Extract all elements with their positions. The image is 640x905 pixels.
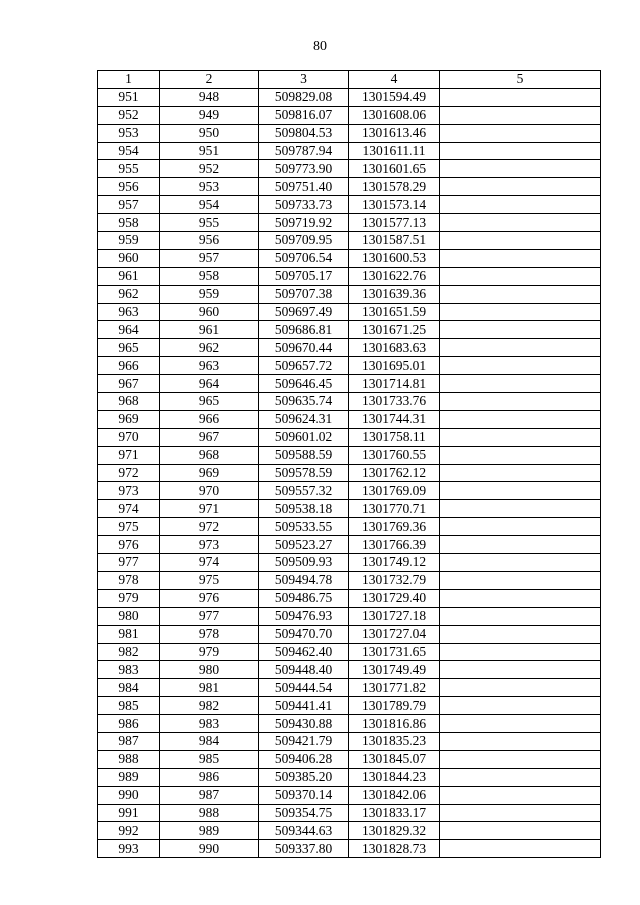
source-number-cell: 966 — [160, 410, 259, 428]
y-coordinate-cell: 1301842.06 — [349, 786, 440, 804]
note-cell — [440, 410, 601, 428]
source-number-cell: 963 — [160, 357, 259, 375]
note-cell — [440, 518, 601, 536]
x-coordinate-cell: 509773.90 — [259, 160, 349, 178]
x-coordinate-cell: 509533.55 — [259, 518, 349, 536]
note-cell — [440, 750, 601, 768]
point-number-cell: 988 — [98, 750, 160, 768]
source-number-cell: 952 — [160, 160, 259, 178]
x-coordinate-cell: 509601.02 — [259, 428, 349, 446]
source-number-cell: 982 — [160, 697, 259, 715]
source-number-cell: 978 — [160, 625, 259, 643]
x-coordinate-cell: 509670.44 — [259, 339, 349, 357]
y-coordinate-cell: 1301770.71 — [349, 500, 440, 518]
table-row — [98, 196, 601, 214]
table-row — [98, 822, 601, 840]
y-coordinate-cell: 1301731.65 — [349, 643, 440, 661]
point-number-cell: 973 — [98, 482, 160, 500]
note-cell — [440, 715, 601, 733]
table-row — [98, 661, 601, 679]
table-row — [98, 142, 601, 160]
y-coordinate-cell: 1301829.32 — [349, 822, 440, 840]
x-coordinate-cell: 509406.28 — [259, 750, 349, 768]
x-coordinate-cell: 509486.75 — [259, 589, 349, 607]
point-number-cell: 978 — [98, 571, 160, 589]
y-coordinate-cell: 1301613.46 — [349, 124, 440, 142]
x-coordinate-cell: 509370.14 — [259, 786, 349, 804]
source-number-cell: 988 — [160, 804, 259, 822]
x-coordinate-cell: 509578.59 — [259, 464, 349, 482]
y-coordinate-cell: 1301732.79 — [349, 571, 440, 589]
point-number-cell: 986 — [98, 715, 160, 733]
x-coordinate-cell: 509705.17 — [259, 267, 349, 285]
source-number-cell: 949 — [160, 106, 259, 124]
table-row — [98, 106, 601, 124]
table-row — [98, 428, 601, 446]
note-cell — [440, 142, 601, 160]
note-cell — [440, 88, 601, 106]
table-row — [98, 679, 601, 697]
x-coordinate-cell: 509751.40 — [259, 178, 349, 196]
source-number-cell: 975 — [160, 571, 259, 589]
source-number-cell: 964 — [160, 375, 259, 393]
table-row — [98, 124, 601, 142]
point-number-cell: 993 — [98, 840, 160, 858]
page-number: 80 — [313, 39, 327, 54]
x-coordinate-cell: 509448.40 — [259, 661, 349, 679]
source-number-cell: 987 — [160, 786, 259, 804]
table-row — [98, 643, 601, 661]
y-coordinate-cell: 1301835.23 — [349, 732, 440, 750]
x-coordinate-cell: 509624.31 — [259, 410, 349, 428]
column-header-4: 4 — [349, 71, 440, 89]
y-coordinate-cell: 1301769.36 — [349, 518, 440, 536]
note-cell — [440, 393, 601, 411]
x-coordinate-cell: 509829.08 — [259, 88, 349, 106]
table-row — [98, 804, 601, 822]
y-coordinate-cell: 1301600.53 — [349, 249, 440, 267]
source-number-cell: 967 — [160, 428, 259, 446]
point-number-cell: 991 — [98, 804, 160, 822]
note-cell — [440, 232, 601, 250]
x-coordinate-cell: 509462.40 — [259, 643, 349, 661]
note-cell — [440, 357, 601, 375]
note-cell — [440, 571, 601, 589]
y-coordinate-cell: 1301833.17 — [349, 804, 440, 822]
table-row — [98, 571, 601, 589]
table-row — [98, 88, 601, 106]
note-cell — [440, 786, 601, 804]
point-number-cell: 965 — [98, 339, 160, 357]
header-row — [98, 71, 601, 89]
note-cell — [440, 732, 601, 750]
source-number-cell: 990 — [160, 840, 259, 858]
point-number-cell: 964 — [98, 321, 160, 339]
note-cell — [440, 679, 601, 697]
point-number-cell: 962 — [98, 285, 160, 303]
y-coordinate-cell: 1301760.55 — [349, 446, 440, 464]
x-coordinate-cell: 509707.38 — [259, 285, 349, 303]
source-number-cell: 974 — [160, 554, 259, 572]
x-coordinate-cell: 509557.32 — [259, 482, 349, 500]
point-number-cell: 979 — [98, 589, 160, 607]
note-cell — [440, 500, 601, 518]
table-row — [98, 303, 601, 321]
table-row — [98, 339, 601, 357]
y-coordinate-cell: 1301744.31 — [349, 410, 440, 428]
source-number-cell: 971 — [160, 500, 259, 518]
point-number-cell: 951 — [98, 88, 160, 106]
note-cell — [440, 249, 601, 267]
table-row — [98, 393, 601, 411]
note-cell — [440, 589, 601, 607]
table-row — [98, 607, 601, 625]
x-coordinate-cell: 509430.88 — [259, 715, 349, 733]
table-row — [98, 446, 601, 464]
table-row — [98, 715, 601, 733]
x-coordinate-cell: 509421.79 — [259, 732, 349, 750]
point-number-cell: 956 — [98, 178, 160, 196]
source-number-cell: 989 — [160, 822, 259, 840]
y-coordinate-cell: 1301622.76 — [349, 267, 440, 285]
source-number-cell: 948 — [160, 88, 259, 106]
table-row — [98, 285, 601, 303]
source-number-cell: 953 — [160, 178, 259, 196]
y-coordinate-cell: 1301608.06 — [349, 106, 440, 124]
y-coordinate-cell: 1301845.07 — [349, 750, 440, 768]
point-number-cell: 966 — [98, 357, 160, 375]
note-cell — [440, 804, 601, 822]
point-number-cell: 990 — [98, 786, 160, 804]
y-coordinate-cell: 1301578.29 — [349, 178, 440, 196]
source-number-cell: 958 — [160, 267, 259, 285]
table-row — [98, 500, 601, 518]
y-coordinate-cell: 1301733.76 — [349, 393, 440, 411]
y-coordinate-cell: 1301749.12 — [349, 554, 440, 572]
y-coordinate-cell: 1301727.18 — [349, 607, 440, 625]
y-coordinate-cell: 1301594.49 — [349, 88, 440, 106]
point-number-cell: 975 — [98, 518, 160, 536]
note-cell — [440, 554, 601, 572]
table-row — [98, 357, 601, 375]
note-cell — [440, 536, 601, 554]
point-number-cell: 989 — [98, 768, 160, 786]
note-cell — [440, 106, 601, 124]
note-cell — [440, 178, 601, 196]
x-coordinate-cell: 509706.54 — [259, 249, 349, 267]
x-coordinate-cell: 509635.74 — [259, 393, 349, 411]
note-cell — [440, 124, 601, 142]
table-body — [98, 88, 601, 857]
x-coordinate-cell: 509476.93 — [259, 607, 349, 625]
table-row — [98, 518, 601, 536]
table-header — [98, 71, 601, 89]
y-coordinate-cell: 1301771.82 — [349, 679, 440, 697]
x-coordinate-cell: 509588.59 — [259, 446, 349, 464]
y-coordinate-cell: 1301639.36 — [349, 285, 440, 303]
y-coordinate-cell: 1301729.40 — [349, 589, 440, 607]
source-number-cell: 983 — [160, 715, 259, 733]
table-row — [98, 697, 601, 715]
note-cell — [440, 214, 601, 232]
source-number-cell: 981 — [160, 679, 259, 697]
table-row — [98, 321, 601, 339]
table-row — [98, 482, 601, 500]
point-number-cell: 963 — [98, 303, 160, 321]
table-row — [98, 840, 601, 858]
note-cell — [440, 464, 601, 482]
point-number-cell: 982 — [98, 643, 160, 661]
x-coordinate-cell: 509733.73 — [259, 196, 349, 214]
source-number-cell: 984 — [160, 732, 259, 750]
y-coordinate-cell: 1301762.12 — [349, 464, 440, 482]
table-row — [98, 214, 601, 232]
note-cell — [440, 446, 601, 464]
source-number-cell: 969 — [160, 464, 259, 482]
column-header-3: 3 — [259, 71, 349, 89]
source-number-cell: 961 — [160, 321, 259, 339]
source-number-cell: 959 — [160, 285, 259, 303]
table-row — [98, 178, 601, 196]
point-number-cell: 992 — [98, 822, 160, 840]
point-number-cell: 985 — [98, 697, 160, 715]
source-number-cell: 970 — [160, 482, 259, 500]
point-number-cell: 960 — [98, 249, 160, 267]
point-number-cell: 958 — [98, 214, 160, 232]
coordinates-table — [97, 70, 601, 858]
point-number-cell: 977 — [98, 554, 160, 572]
point-number-cell: 987 — [98, 732, 160, 750]
source-number-cell: 950 — [160, 124, 259, 142]
x-coordinate-cell: 509444.54 — [259, 679, 349, 697]
point-number-cell: 972 — [98, 464, 160, 482]
y-coordinate-cell: 1301714.81 — [349, 375, 440, 393]
column-header-1: 1 — [98, 71, 160, 89]
source-number-cell: 960 — [160, 303, 259, 321]
point-number-cell: 974 — [98, 500, 160, 518]
source-number-cell: 973 — [160, 536, 259, 554]
table-row — [98, 267, 601, 285]
source-number-cell: 976 — [160, 589, 259, 607]
y-coordinate-cell: 1301695.01 — [349, 357, 440, 375]
point-number-cell: 980 — [98, 607, 160, 625]
source-number-cell: 979 — [160, 643, 259, 661]
source-number-cell: 980 — [160, 661, 259, 679]
x-coordinate-cell: 509697.49 — [259, 303, 349, 321]
note-cell — [440, 661, 601, 679]
table-row — [98, 410, 601, 428]
x-coordinate-cell: 509709.95 — [259, 232, 349, 250]
y-coordinate-cell: 1301573.14 — [349, 196, 440, 214]
y-coordinate-cell: 1301816.86 — [349, 715, 440, 733]
column-header-5: 5 — [440, 71, 601, 89]
x-coordinate-cell: 509686.81 — [259, 321, 349, 339]
point-number-cell: 954 — [98, 142, 160, 160]
table-row — [98, 536, 601, 554]
note-cell — [440, 321, 601, 339]
table-row — [98, 768, 601, 786]
y-coordinate-cell: 1301828.73 — [349, 840, 440, 858]
note-cell — [440, 285, 601, 303]
source-number-cell: 972 — [160, 518, 259, 536]
source-number-cell: 956 — [160, 232, 259, 250]
y-coordinate-cell: 1301769.09 — [349, 482, 440, 500]
x-coordinate-cell: 509354.75 — [259, 804, 349, 822]
source-number-cell: 951 — [160, 142, 259, 160]
table-row — [98, 786, 601, 804]
source-number-cell: 968 — [160, 446, 259, 464]
y-coordinate-cell: 1301758.11 — [349, 428, 440, 446]
point-number-cell: 959 — [98, 232, 160, 250]
point-number-cell: 984 — [98, 679, 160, 697]
note-cell — [440, 428, 601, 446]
y-coordinate-cell: 1301749.49 — [349, 661, 440, 679]
source-number-cell: 955 — [160, 214, 259, 232]
x-coordinate-cell: 509494.78 — [259, 571, 349, 589]
x-coordinate-cell: 509538.18 — [259, 500, 349, 518]
y-coordinate-cell: 1301651.59 — [349, 303, 440, 321]
y-coordinate-cell: 1301671.25 — [349, 321, 440, 339]
table-row — [98, 750, 601, 768]
table-row — [98, 160, 601, 178]
x-coordinate-cell: 509470.70 — [259, 625, 349, 643]
note-cell — [440, 768, 601, 786]
point-number-cell: 969 — [98, 410, 160, 428]
source-number-cell: 985 — [160, 750, 259, 768]
point-number-cell: 955 — [98, 160, 160, 178]
point-number-cell: 983 — [98, 661, 160, 679]
note-cell — [440, 643, 601, 661]
x-coordinate-cell: 509657.72 — [259, 357, 349, 375]
source-number-cell: 962 — [160, 339, 259, 357]
note-cell — [440, 625, 601, 643]
y-coordinate-cell: 1301601.65 — [349, 160, 440, 178]
point-number-cell: 957 — [98, 196, 160, 214]
source-number-cell: 965 — [160, 393, 259, 411]
source-number-cell: 977 — [160, 607, 259, 625]
y-coordinate-cell: 1301844.23 — [349, 768, 440, 786]
point-number-cell: 967 — [98, 375, 160, 393]
note-cell — [440, 482, 601, 500]
x-coordinate-cell: 509646.45 — [259, 375, 349, 393]
point-number-cell: 953 — [98, 124, 160, 142]
point-number-cell: 952 — [98, 106, 160, 124]
table-row — [98, 249, 601, 267]
point-number-cell: 961 — [98, 267, 160, 285]
x-coordinate-cell: 509523.27 — [259, 536, 349, 554]
y-coordinate-cell: 1301683.63 — [349, 339, 440, 357]
y-coordinate-cell: 1301611.11 — [349, 142, 440, 160]
point-number-cell: 968 — [98, 393, 160, 411]
note-cell — [440, 607, 601, 625]
x-coordinate-cell: 509719.92 — [259, 214, 349, 232]
x-coordinate-cell: 509816.07 — [259, 106, 349, 124]
table-row — [98, 375, 601, 393]
source-number-cell: 986 — [160, 768, 259, 786]
note-cell — [440, 822, 601, 840]
column-header-2: 2 — [160, 71, 259, 89]
point-number-cell: 970 — [98, 428, 160, 446]
y-coordinate-cell: 1301766.39 — [349, 536, 440, 554]
x-coordinate-cell: 509344.63 — [259, 822, 349, 840]
note-cell — [440, 160, 601, 178]
point-number-cell: 976 — [98, 536, 160, 554]
table-row — [98, 732, 601, 750]
y-coordinate-cell: 1301727.04 — [349, 625, 440, 643]
table-row — [98, 464, 601, 482]
y-coordinate-cell: 1301577.13 — [349, 214, 440, 232]
y-coordinate-cell: 1301789.79 — [349, 697, 440, 715]
x-coordinate-cell: 509509.93 — [259, 554, 349, 572]
note-cell — [440, 697, 601, 715]
note-cell — [440, 196, 601, 214]
point-number-cell: 971 — [98, 446, 160, 464]
x-coordinate-cell: 509787.94 — [259, 142, 349, 160]
x-coordinate-cell: 509804.53 — [259, 124, 349, 142]
source-number-cell: 954 — [160, 196, 259, 214]
note-cell — [440, 840, 601, 858]
source-number-cell: 957 — [160, 249, 259, 267]
x-coordinate-cell: 509385.20 — [259, 768, 349, 786]
table-row — [98, 232, 601, 250]
x-coordinate-cell: 509441.41 — [259, 697, 349, 715]
y-coordinate-cell: 1301587.51 — [349, 232, 440, 250]
table-row — [98, 589, 601, 607]
note-cell — [440, 375, 601, 393]
note-cell — [440, 339, 601, 357]
note-cell — [440, 267, 601, 285]
table-row — [98, 625, 601, 643]
point-number-cell: 981 — [98, 625, 160, 643]
x-coordinate-cell: 509337.80 — [259, 840, 349, 858]
note-cell — [440, 303, 601, 321]
table-row — [98, 554, 601, 572]
